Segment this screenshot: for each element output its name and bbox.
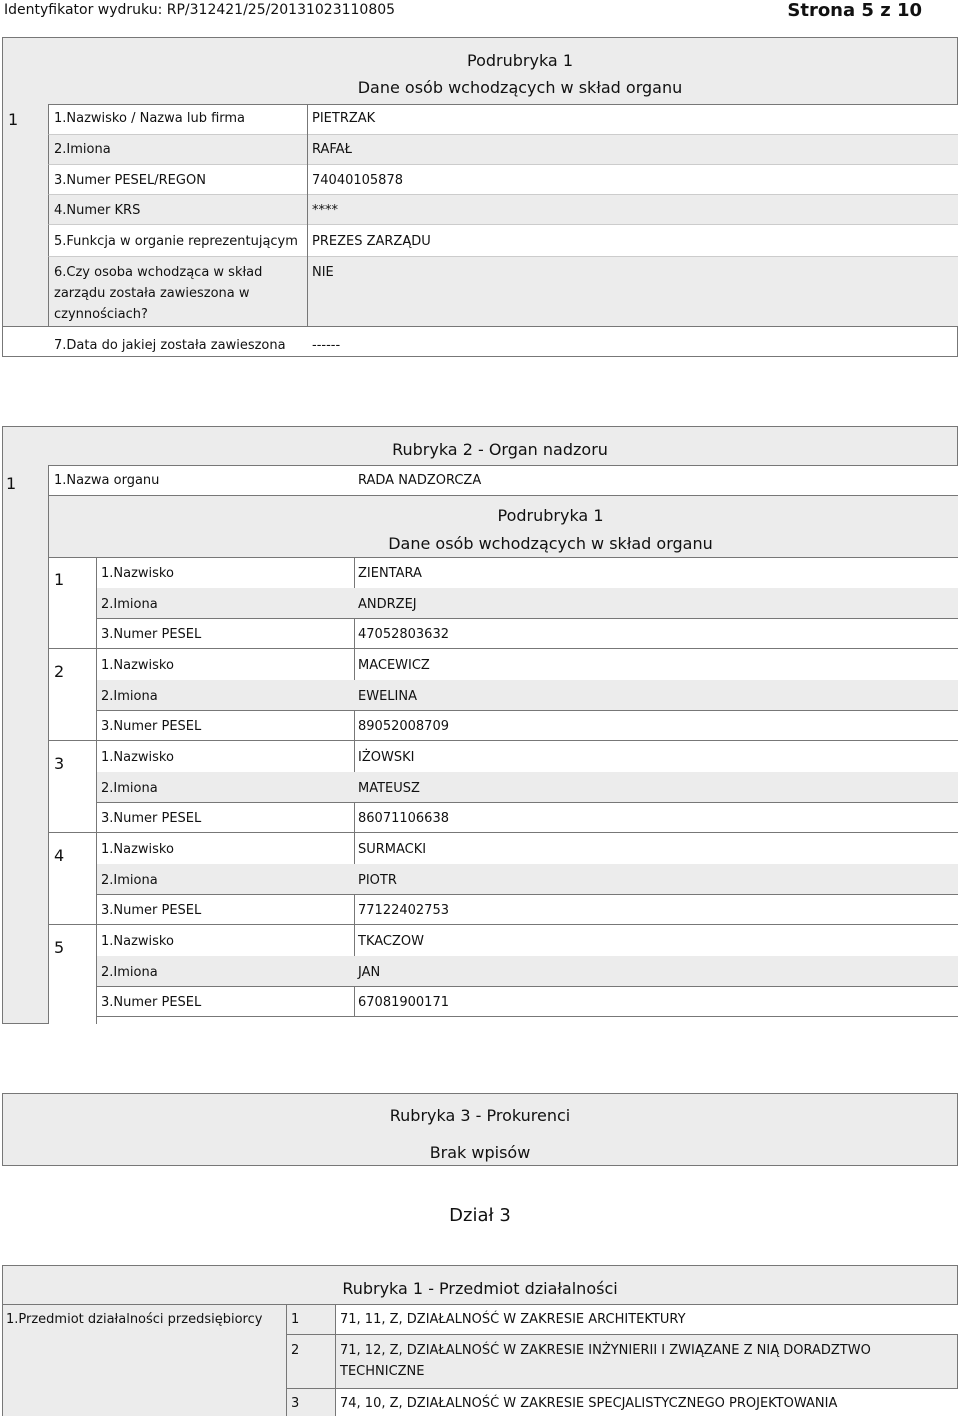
column-divider: [335, 1304, 336, 1416]
field-label: 1.Nazwisko: [101, 842, 174, 857]
field-label: 6.Czy osoba wchodząca w skład zarządu została zawieszona w czynnościach?: [54, 265, 263, 322]
row-bg: [97, 680, 958, 710]
row-bg: [48, 465, 958, 495]
field-label: 1.Nazwisko: [101, 658, 174, 673]
print-identifier: Identyfikator wydruku: RP/312421/25/20131023110805: [4, 2, 396, 18]
item-index: 1: [291, 1312, 300, 1327]
field-value: 74040105878: [312, 173, 403, 188]
row-divider: [48, 740, 958, 741]
field-value: 89052008709: [358, 719, 449, 734]
field-label: 1.Nazwisko / Nazwa lub firma: [54, 111, 246, 126]
row-divider: [48, 924, 958, 925]
rubryka2-title: Rubryka 2 - Organ nadzoru: [392, 440, 608, 459]
row-divider: [96, 986, 958, 987]
rubryka3-title: Rubryka 3 - Prokurenci: [389, 1106, 571, 1125]
podrubryka-title: Podrubryka 1: [467, 51, 573, 70]
field-value: ------: [312, 338, 341, 353]
field-value: MACEWICZ: [358, 658, 430, 673]
field-label: 3.Numer PESEL/REGON: [54, 173, 206, 188]
field-value: PIETRZAK: [312, 111, 376, 126]
row-divider: [48, 648, 958, 649]
field-value: RAFAŁ: [312, 142, 352, 157]
row-bg: [97, 772, 958, 802]
field-value: PIOTR: [358, 873, 397, 888]
field-label: 2.Imiona: [101, 873, 158, 888]
column-divider: [286, 1304, 287, 1416]
item-text: 74, 10, Z, DZIAŁALNOŚĆ W ZAKRESIE SPECJALISTYCZNEGO PROJEKTOWANIA: [340, 1396, 838, 1411]
row-bg: [48, 194, 958, 224]
page-number: Strona 5 z 10: [787, 0, 922, 21]
row-divider: [286, 1388, 958, 1389]
item-index: 2: [291, 1343, 300, 1358]
field-value: MATEUSZ: [358, 781, 420, 796]
row-divider: [96, 618, 958, 619]
row-divider: [96, 894, 958, 895]
organ-name-label: 1.Nazwa organu: [54, 473, 160, 488]
person-index: 2: [54, 662, 65, 681]
field-value: 77122402753: [358, 903, 449, 918]
item-index: 3: [291, 1396, 300, 1411]
row-bg: [97, 864, 958, 894]
field-label: 3.Numer PESEL: [101, 627, 202, 642]
row-divider: [48, 832, 958, 833]
field-label: 5.Funkcja w organie reprezentującym: [54, 234, 298, 249]
field-value: PREZES ZARZĄDU: [312, 234, 431, 249]
field-value: 67081900171: [358, 995, 449, 1010]
person-index: 4: [54, 846, 65, 865]
field-value: ANDRZEJ: [358, 597, 417, 612]
item-text: 71, 12, Z, DZIAŁALNOŚĆ W ZAKRESIE INŻYNIERII I ZWIĄZANE Z NIĄ DORADZTWO TECHNICZNE: [340, 1343, 871, 1379]
field-label: 1.Nazwisko: [101, 566, 174, 581]
person-index: 1: [54, 570, 65, 589]
column-divider: [307, 104, 308, 326]
field-value: IŻOWSKI: [358, 750, 415, 765]
row-divider: [96, 710, 958, 711]
field-label: 2.Imiona: [101, 689, 158, 704]
podrubryka-title: Podrubryka 1: [497, 506, 604, 525]
row-bg: [48, 134, 958, 164]
entry-index: 1: [8, 110, 19, 129]
organ-name-value: RADA NADZORCZA: [358, 473, 482, 488]
field-label: 1.Nazwisko: [101, 750, 174, 765]
field-label: 7.Data do jakiej została zawieszona: [54, 338, 286, 353]
person-index: 5: [54, 938, 65, 957]
field-label: 4.Numer KRS: [54, 203, 141, 218]
field-value: EWELINA: [358, 689, 417, 704]
field-value: 47052803632: [358, 627, 449, 642]
podrubryka-subtitle: Dane osób wchodzących w skład organu: [357, 78, 683, 97]
rubryka1-title: Rubryka 1 - Przedmiot działalności: [342, 1279, 618, 1298]
no-entries-text: Brak wpisów: [429, 1143, 531, 1162]
podrubryka-subtitle: Dane osób wchodzących w skład organu: [388, 534, 713, 553]
field-label: 3.Numer PESEL: [101, 903, 202, 918]
item-text: 71, 11, Z, DZIAŁALNOŚĆ W ZAKRESIE ARCHITEKTURY: [340, 1312, 686, 1327]
entry-index: 1: [6, 474, 17, 493]
field-value: NIE: [312, 265, 334, 280]
row-bg: [97, 956, 958, 986]
field-value: TKACZOW: [358, 934, 424, 949]
field-label: 2.Imiona: [101, 597, 158, 612]
row-divider: [96, 1016, 958, 1017]
field-label: 2.Imiona: [101, 781, 158, 796]
field-value: JAN: [358, 965, 381, 980]
przedmiot-label: 1.Przedmiot działalności przedsiębiorcy: [6, 1312, 263, 1327]
row-divider: [286, 1334, 958, 1335]
row-bg: [97, 588, 958, 618]
field-value: ZIENTARA: [358, 566, 422, 581]
field-value: SURMACKI: [358, 842, 427, 857]
field-label: 3.Numer PESEL: [101, 995, 202, 1010]
person-index: 3: [54, 754, 65, 773]
field-label: 1.Nazwisko: [101, 934, 174, 949]
field-value: 86071106638: [358, 811, 449, 826]
field-value: ****: [312, 203, 338, 218]
field-label: 2.Imiona: [54, 142, 111, 157]
dzial-title: Dział 3: [449, 1205, 511, 1226]
row-divider: [96, 802, 958, 803]
field-label: 3.Numer PESEL: [101, 811, 202, 826]
field-label: 2.Imiona: [101, 965, 158, 980]
field-label: 3.Numer PESEL: [101, 719, 202, 734]
